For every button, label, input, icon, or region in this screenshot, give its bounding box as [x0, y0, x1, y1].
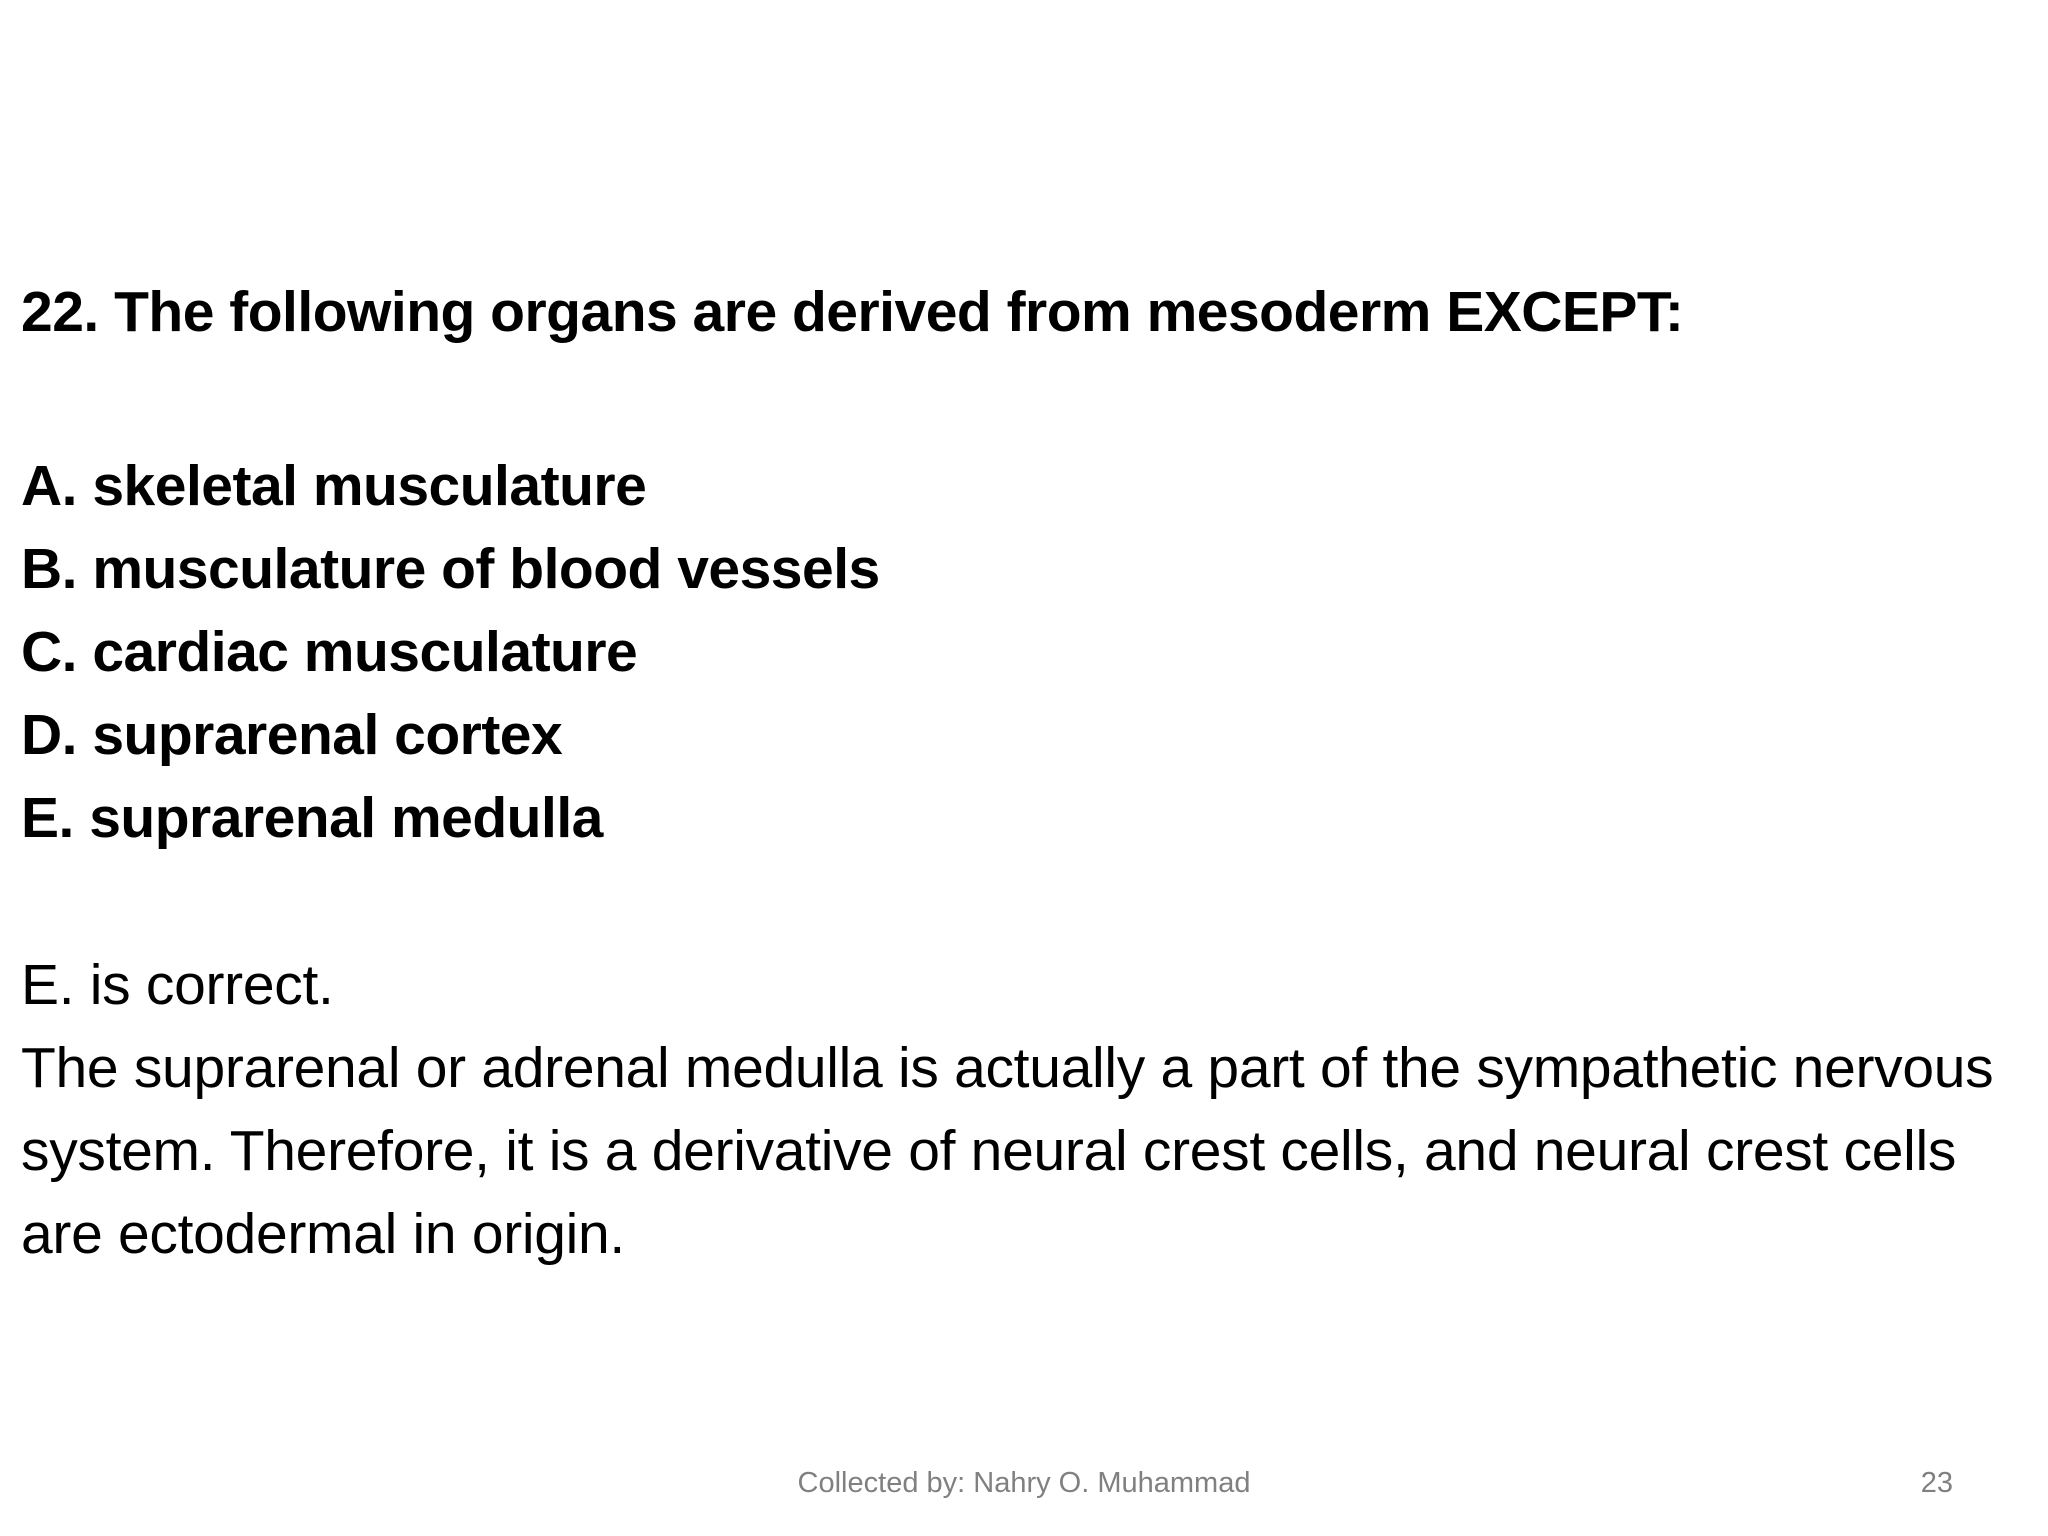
question-text: 22. The following organs are derived from mesoderm EXCEPT:: [21, 280, 1684, 344]
option-d: D. suprarenal cortex: [21, 703, 563, 767]
slide-number: 23: [1920, 1467, 1953, 1499]
option-a: A. skeletal musculature: [21, 454, 647, 518]
answer-block: [21, 944, 2031, 1276]
option-b: B. musculature of blood vessels: [21, 537, 880, 601]
option-e: E. suprarenal medulla: [21, 786, 603, 850]
option-c: C. cardiac musculature: [21, 620, 638, 684]
answer-options-list: [21, 445, 880, 860]
answer-explanation: The suprarenal or adrenal medulla is actually a part of the sympathetic nervous system. Therefore, it is a derivative of neural crest cells, and neural crest cells are ectodermal in origin.: [21, 1036, 1994, 1266]
answer-verdict: E. is correct.: [21, 953, 334, 1017]
footer-credit: Collected by: Nahry O. Muhammad: [797, 1467, 1251, 1499]
